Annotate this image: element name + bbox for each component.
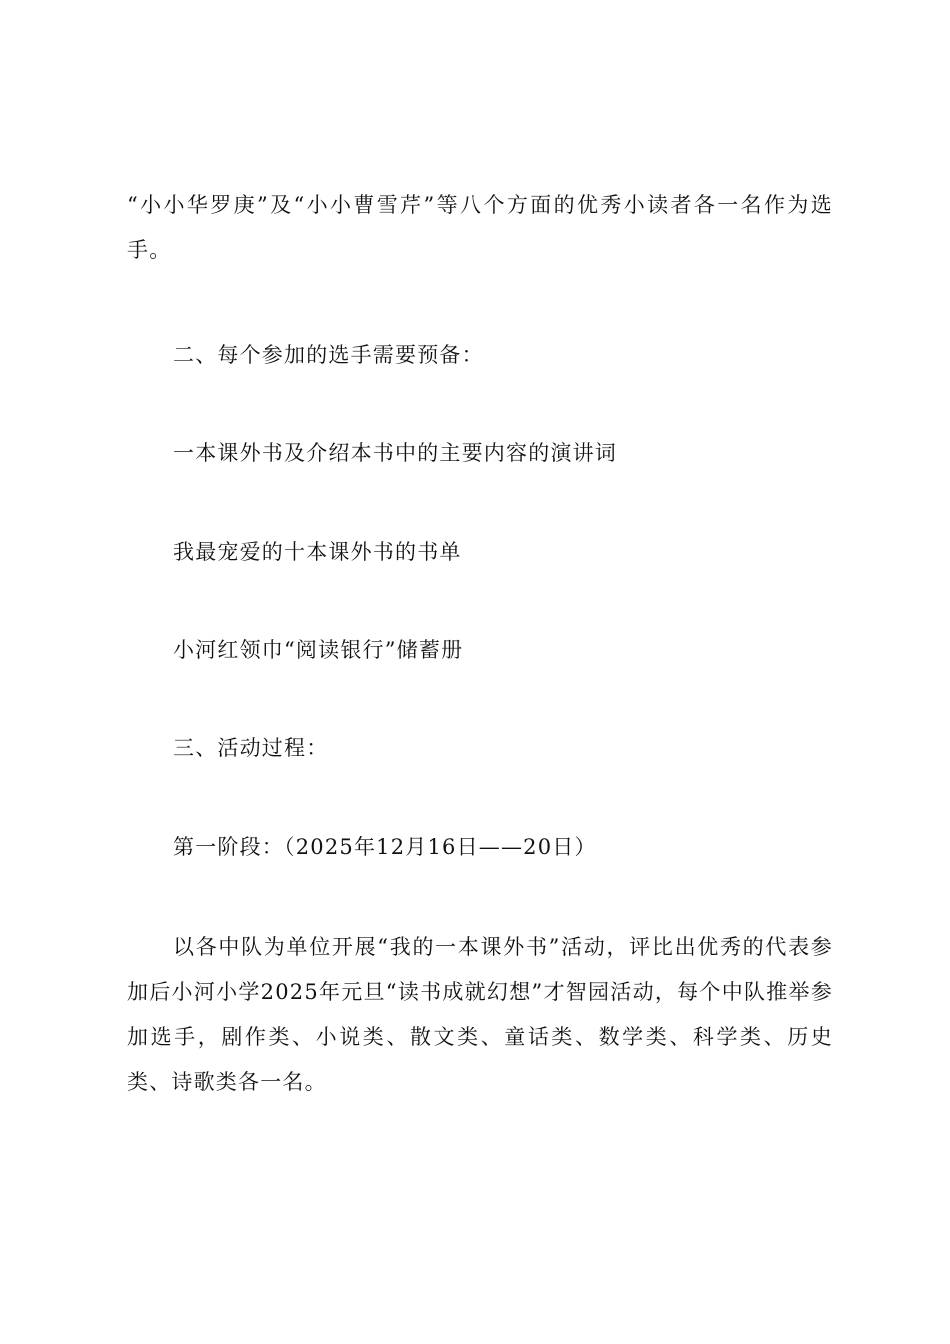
paragraph-selected-readers: “小小华罗庚”及“小小曹雪芹”等八个方面的优秀小读者各一名作为选手。 [127,193,833,262]
heading-section-two: 二、每个参加的选手需要预备： [173,343,484,367]
heading-section-three: 三、活动过程： [173,736,329,760]
paragraph-stage-one-details: 以各中队为单位开展“我的一本课外书”活动，评比出优秀的代表参加后小河小学2025年元旦“读书成就幻想”才智园活动，每个中队推举参加选手，剧作类、小说类、散文类、童话类、数学类、科学类、历史类、诗歌类各一名。 [127,935,833,1094]
list-item-reading-bank: 小河红领巾“阅读银行”储蓄册 [173,638,464,662]
list-item-speech: 一本课外书及介绍本书中的主要内容的演讲词 [173,441,617,465]
stage-one-heading: 第一阶段：（2025年12月16日——20日） [173,835,597,859]
list-item-book-list: 我最宠爱的十本课外书的书单 [173,540,462,564]
